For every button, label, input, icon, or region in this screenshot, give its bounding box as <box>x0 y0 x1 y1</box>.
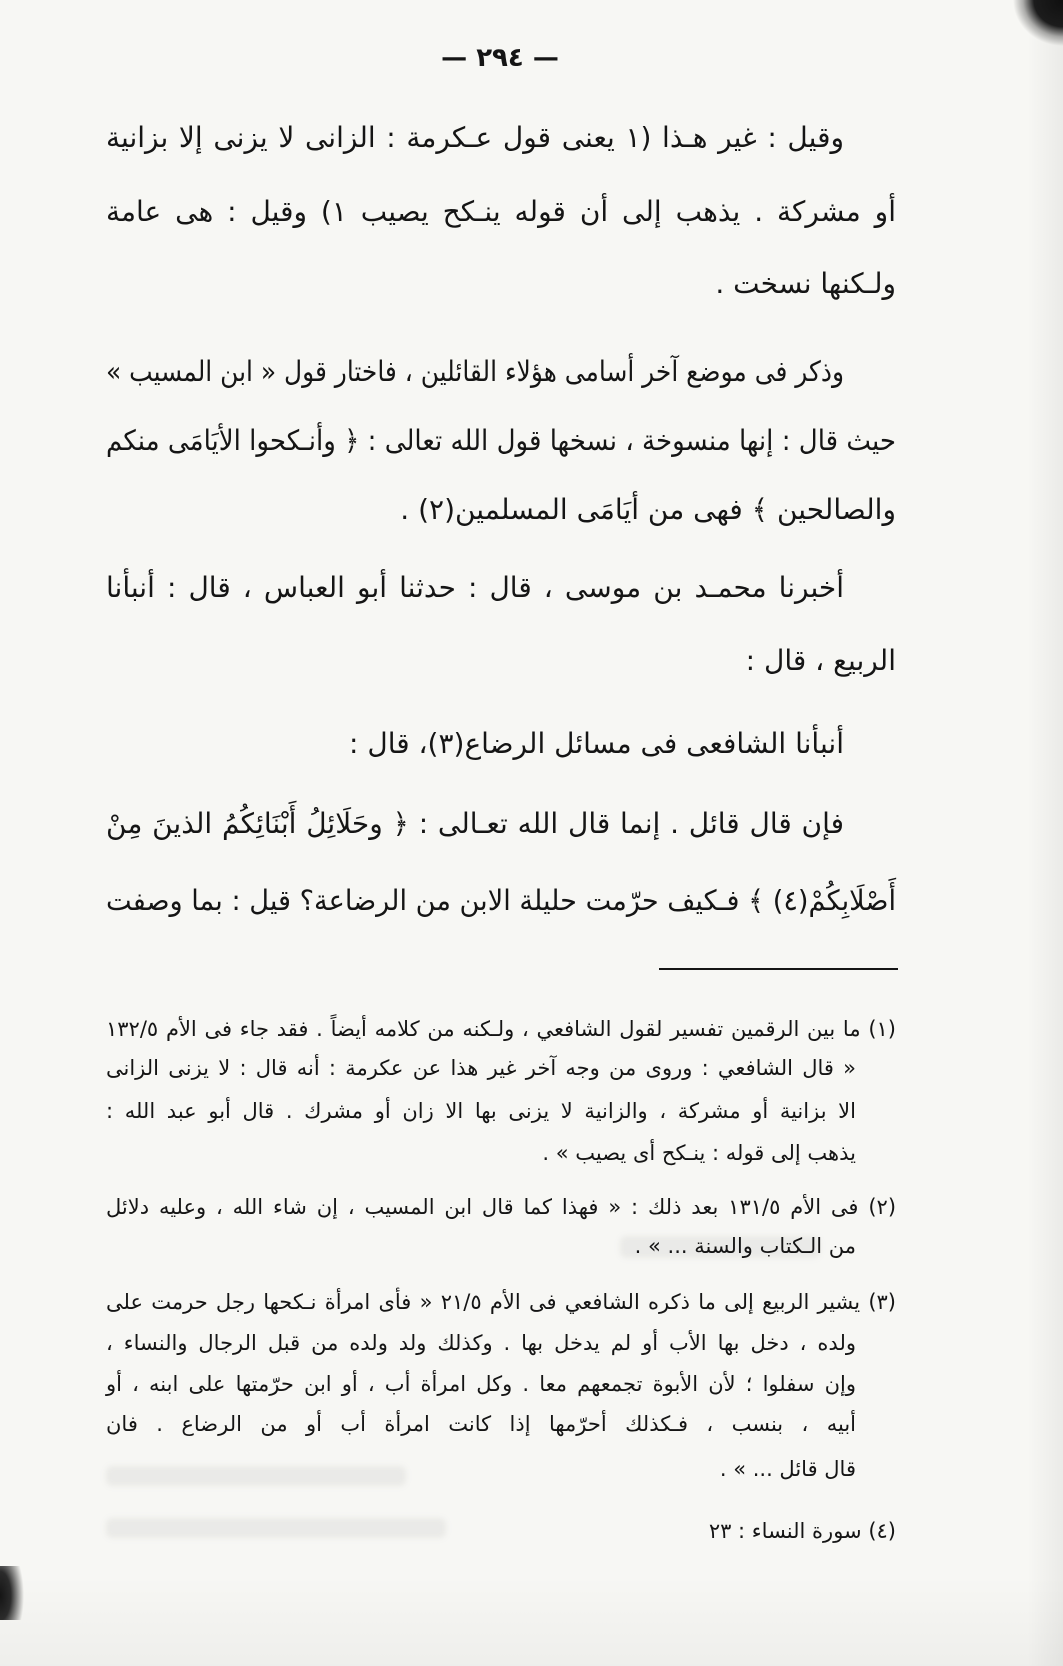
body-line <box>106 563 844 613</box>
footnote-line-text: (٣) يشير الربيع إلى ما ذكره الشافعي فى الأم ٢١/٥ « فأى امرأة نـكحها رجل حرمت على <box>106 1290 896 1314</box>
body-line <box>106 799 844 849</box>
body-line <box>106 485 896 535</box>
footnote-line <box>106 1366 856 1402</box>
body-line <box>106 876 896 926</box>
body-line-text: فإن قال قائل . إنما قال الله تعـالى : ﴿ وحَلَائِلُ أَبْنَائِكُمُ الذينَ مِنْ <box>106 807 844 840</box>
footnote-line <box>106 1189 896 1225</box>
footnote-line-text: قال قائل ... » . <box>719 1457 856 1481</box>
footnote-separator-rule <box>659 968 898 970</box>
body-line-text: الربيع ، قال : <box>745 644 896 677</box>
body-line <box>106 636 896 686</box>
body-line-text: أَصْلَابِكُمْ(٤) ﴾ فـكيف حرّمت حليلة الابن من الرضاعة؟ قيل : بما وصفت <box>106 884 896 917</box>
footnote-line <box>106 1284 896 1320</box>
body-line <box>106 187 896 237</box>
footnote-line-text: أبيه ، بنسب ، فـكذلك أحرّمها إذا كانت امرأة أب أو من الرضاع . فان <box>106 1412 856 1436</box>
footnote-line <box>106 1513 896 1549</box>
footnote-line-text: (٤) سورة النساء : ٢٣ <box>708 1519 896 1543</box>
footnote-line <box>106 1228 856 1264</box>
footnote-line-text: الا بزانية أو مشركة ، والزانية لا يزنى بها الا زان أو مشرك . قال أبو عبد الله : <box>106 1099 856 1123</box>
body-line-text: ولـكنها نسخت . <box>715 267 896 300</box>
page-number-text: — ٢٩٤ — <box>441 43 559 73</box>
footnote-line <box>106 1050 856 1086</box>
body-line <box>106 113 844 163</box>
body-line <box>106 719 844 769</box>
body-line-text: وذكر فى موضع آخر أسامى هؤلاء القائلين ، فاختار قول « ابن المسيب » <box>105 355 844 388</box>
body-line-text: وقيل : غير هـذا (١ يعنى قول عـكرمة : الزانى لا يزنى إلا بزانية <box>106 121 844 154</box>
scan-corner-shadow <box>1013 0 1063 46</box>
footnote-line <box>106 1325 856 1361</box>
page-number <box>400 36 600 80</box>
footnote-line-text: من الـكتاب والسنة ... » . <box>634 1234 856 1258</box>
scan-edge-speck <box>0 1566 24 1620</box>
body-line <box>106 416 897 466</box>
footnote-line-text: ولده ، دخل بها الأب أو لم يدخل بها . وكذلك ولد ولده من قبل الرجال والنساء ، <box>106 1331 856 1355</box>
body-line-text: حيث قال : إنها منسوخة ، نسخها قول الله تعالى : ﴿ وأنـكحوا الأيَامَى منكم <box>106 424 897 457</box>
footnote-line-text: يذهب إلى قوله : ينـكح أى يصيب » . <box>542 1141 856 1165</box>
footnote-line-text: (١) ما بين الرقمين تفسير لقول الشافعي ، ولـكنه من كلامه أيضاً . فقد جاء فى الأم ١٣٢/٥ <box>106 1017 896 1041</box>
body-line <box>106 259 896 309</box>
body-line-text: أنبأنا الشافعى فى مسائل الرضاع(٣)، قال : <box>349 727 844 760</box>
body-line <box>105 347 844 397</box>
body-line-text: أو مشركة . يذهب إلى أن قوله ينـكح يصيب ١) وقيل : هى عامة <box>106 195 896 228</box>
footnote-line <box>106 1451 856 1487</box>
footnote-line-text: وإن سفلوا ؛ لأن الأبوة تجمعهم معا . وكل امرأة أب ، أو ابن حرّمتها على ابنه ، أو <box>106 1372 856 1396</box>
footnote-line <box>106 1135 856 1171</box>
footnote-line <box>106 1093 856 1129</box>
footnote-line <box>106 1011 896 1047</box>
body-line-text: والصالحين ﴾ فهى من أيَامَى المسلمين(٢) . <box>400 493 896 526</box>
body-line-text: أخبرنا محمـد بن موسى ، قال : حدثنا أبو العباس ، قال : أنبأنا <box>106 571 844 604</box>
footnote-line-text: « قال الشافعي : وروى من وجه آخر غير هذا عن عكرمة : أنه قال : لا يزنى الزانى <box>106 1056 856 1080</box>
footnote-line-text: (٢) فى الأم ١٣١/٥ بعد ذلك : « فهذا كما قال ابن المسيب ، إن شاء الله ، وعليه دلائل <box>106 1195 897 1219</box>
footnote-line <box>106 1406 856 1442</box>
